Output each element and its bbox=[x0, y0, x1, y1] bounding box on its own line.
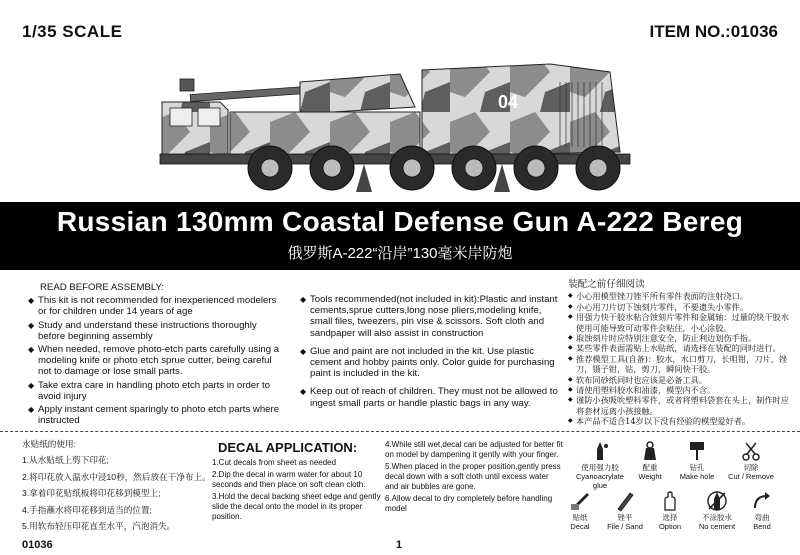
list-item: ◆ 推荐模型工具(自备)：胶水，水口剪刀，长咀钳，刀片，锉刀，镊子钳，钻，剪刀，瞬间快干胶。 bbox=[568, 354, 794, 375]
option-icon bbox=[659, 490, 681, 512]
list-item: ◆ Take extra care in handling photo etch parts in order to avoid injury bbox=[28, 380, 286, 402]
page-title: Russian 130mm Coastal Defense Gun A-222 Bereg bbox=[56, 206, 744, 237]
make-hole-icon bbox=[686, 440, 708, 462]
list-item: ◆ 取蚀刻片时应特别注意安全，防止利边划伤手指。 bbox=[568, 333, 794, 343]
page-subtitle: 俄罗斯A-222“沿岸”130毫米岸防炮 bbox=[287, 245, 513, 262]
scale-label: 1/35 SCALE bbox=[22, 22, 123, 41]
decal-steps-left bbox=[212, 458, 384, 524]
list-item: ◆ 小心用模型锉刀锉平所有零件表面的注射浇口。 bbox=[568, 291, 794, 301]
list-item: ◆ Keep out of reach of children. They must not be allowed to ingest small parts or handle plastic bags in any way. bbox=[300, 386, 562, 408]
list-item: 6.Allow decal to dry completely before handling model bbox=[385, 494, 553, 513]
legend-cyanoacrylate-glue: 使用强力胶 Cyanoacrylate glue bbox=[568, 440, 632, 490]
legend-bend: 弯曲 Bend bbox=[744, 490, 780, 531]
cut-remove-icon bbox=[740, 440, 762, 462]
list-item: 3.拿着印花贴纸板将印花移到模型上; bbox=[22, 488, 161, 499]
legend-make-hole: 钻孔 Make hole bbox=[672, 440, 722, 481]
list-item: ◆ 谨防小孩吸吮塑料零件，或者将塑料袋套在头上，制作时应将套材远离小孩接触。 bbox=[568, 395, 794, 416]
list-item: ◆ This kit is not recommended for inexperienced modelers or for children under 14 years of age bbox=[28, 295, 286, 317]
decal-instructions-cn bbox=[22, 436, 212, 534]
list-item: ◆ Study and understand these instructions thoroughly before beginning assembly bbox=[28, 320, 286, 342]
legend-weight: 配重 Weight bbox=[632, 440, 668, 481]
list-item: 3.Hold the decal backing sheet edge and gently slide the decal onto the model in its proper position. bbox=[212, 492, 381, 521]
product-code: 01036 bbox=[22, 539, 53, 551]
file-sand-icon bbox=[614, 490, 636, 512]
item-number: ITEM NO.:01036 bbox=[649, 22, 778, 41]
decal-heading: DECAL APPLICATION: bbox=[218, 440, 358, 455]
list-item: ◆ 小心用刀片切下蚀刻片零件，不要遗失小零件。 bbox=[568, 302, 794, 312]
cyanoacrylate-glue-icon bbox=[589, 440, 611, 462]
legend-decal: 贴纸 Decal bbox=[560, 490, 600, 531]
list-item: ◆ Tools recommended(not included in kit):Plastic and instant cements,sprue cutters,long nose pliers,modeling knife, small files, tweezers, pin vise & scissors. Soft cloth and sandpaper will also assist in construction bbox=[300, 294, 562, 339]
assembly-notes-chinese bbox=[568, 280, 794, 427]
list-item: 2.Dip the decal in warm water for about 10 seconds and then place on soft clean cloth. bbox=[212, 470, 366, 489]
list-item: ◆ 软布同砂纸同时也应该是必备工具。 bbox=[568, 375, 794, 385]
decal-icon bbox=[569, 490, 591, 512]
legend-cut-remove: 切除 Cut / Remove bbox=[720, 440, 782, 481]
list-item: 4.While still wet,decal can be adjusted for better fit on model by dampening it gently with your finger. bbox=[385, 440, 563, 459]
list-item: 5.用软布轻压印花直至水平，汽泡消失。 bbox=[22, 521, 176, 532]
decal-heading-cn: 水贴纸的使用: bbox=[22, 439, 76, 449]
list-item: ◆ 某些零件表面需贴上水贴纸，请选择在装配的同时进行。 bbox=[568, 343, 794, 353]
list-item: ◆ Glue and paint are not included in the kit. Use plastic cement and hobby paints only. Color guide for purchasing paint is included in the kit. bbox=[300, 346, 562, 380]
legend-no-cement: 不涂胶水 No cement bbox=[692, 490, 742, 531]
list-item: ◆ 本产品不适合14岁以下没有经验的模型爱好者。 bbox=[568, 416, 794, 426]
list-item: 1.从水贴纸上剪下印花; bbox=[22, 455, 109, 466]
vehicle-illustration bbox=[150, 52, 670, 202]
list-item: 4.手指蘸水将印花移到适当的位置; bbox=[22, 504, 152, 515]
assembly-notes-middle bbox=[300, 294, 562, 416]
page-number: 1 bbox=[396, 539, 403, 551]
legend-option: 选择 Option bbox=[650, 490, 690, 531]
no-cement-icon bbox=[706, 490, 728, 512]
assembly-heading: READ BEFORE ASSEMBLY: bbox=[40, 282, 165, 293]
list-item: 1.Cut decals from sheet as needed bbox=[212, 458, 337, 467]
list-item: 2.将印花放入温水中浸10秒，然后放在干净布上。 bbox=[22, 471, 211, 482]
decal-steps-right bbox=[385, 440, 563, 516]
list-item: ◆ 用强力快干胶水粘合蚀刻片零件和金属轴：过量的快干胶水使用可能导致可动零件会粘住，小心涂胶。 bbox=[568, 312, 794, 333]
bend-icon bbox=[751, 490, 773, 512]
section-divider bbox=[0, 431, 800, 432]
list-item: ◆ 请使用塑料胶水和油漆，模型内不含。 bbox=[568, 385, 794, 395]
assembly-notes-left bbox=[28, 282, 286, 428]
assembly-heading-cn: 装配之前仔细阅读 bbox=[568, 279, 645, 290]
vehicle-number: 04 bbox=[498, 92, 519, 112]
list-item: 5.When placed in the proper position,gently press decal down with a soft cloth until excess water and air bubbles are gone. bbox=[385, 462, 561, 491]
list-item: ◆ Apply instant cement sparingly to photo etch parts where instructed bbox=[28, 404, 286, 426]
list-item: ◆ When needed, remove photo-etch parts carefully using a modeling knife or photo etch sprue cutter, being careful not to damage or lose small parts. bbox=[28, 344, 286, 378]
weight-icon bbox=[639, 440, 661, 462]
legend-file-sand: 锉平 File / Sand bbox=[602, 490, 648, 531]
